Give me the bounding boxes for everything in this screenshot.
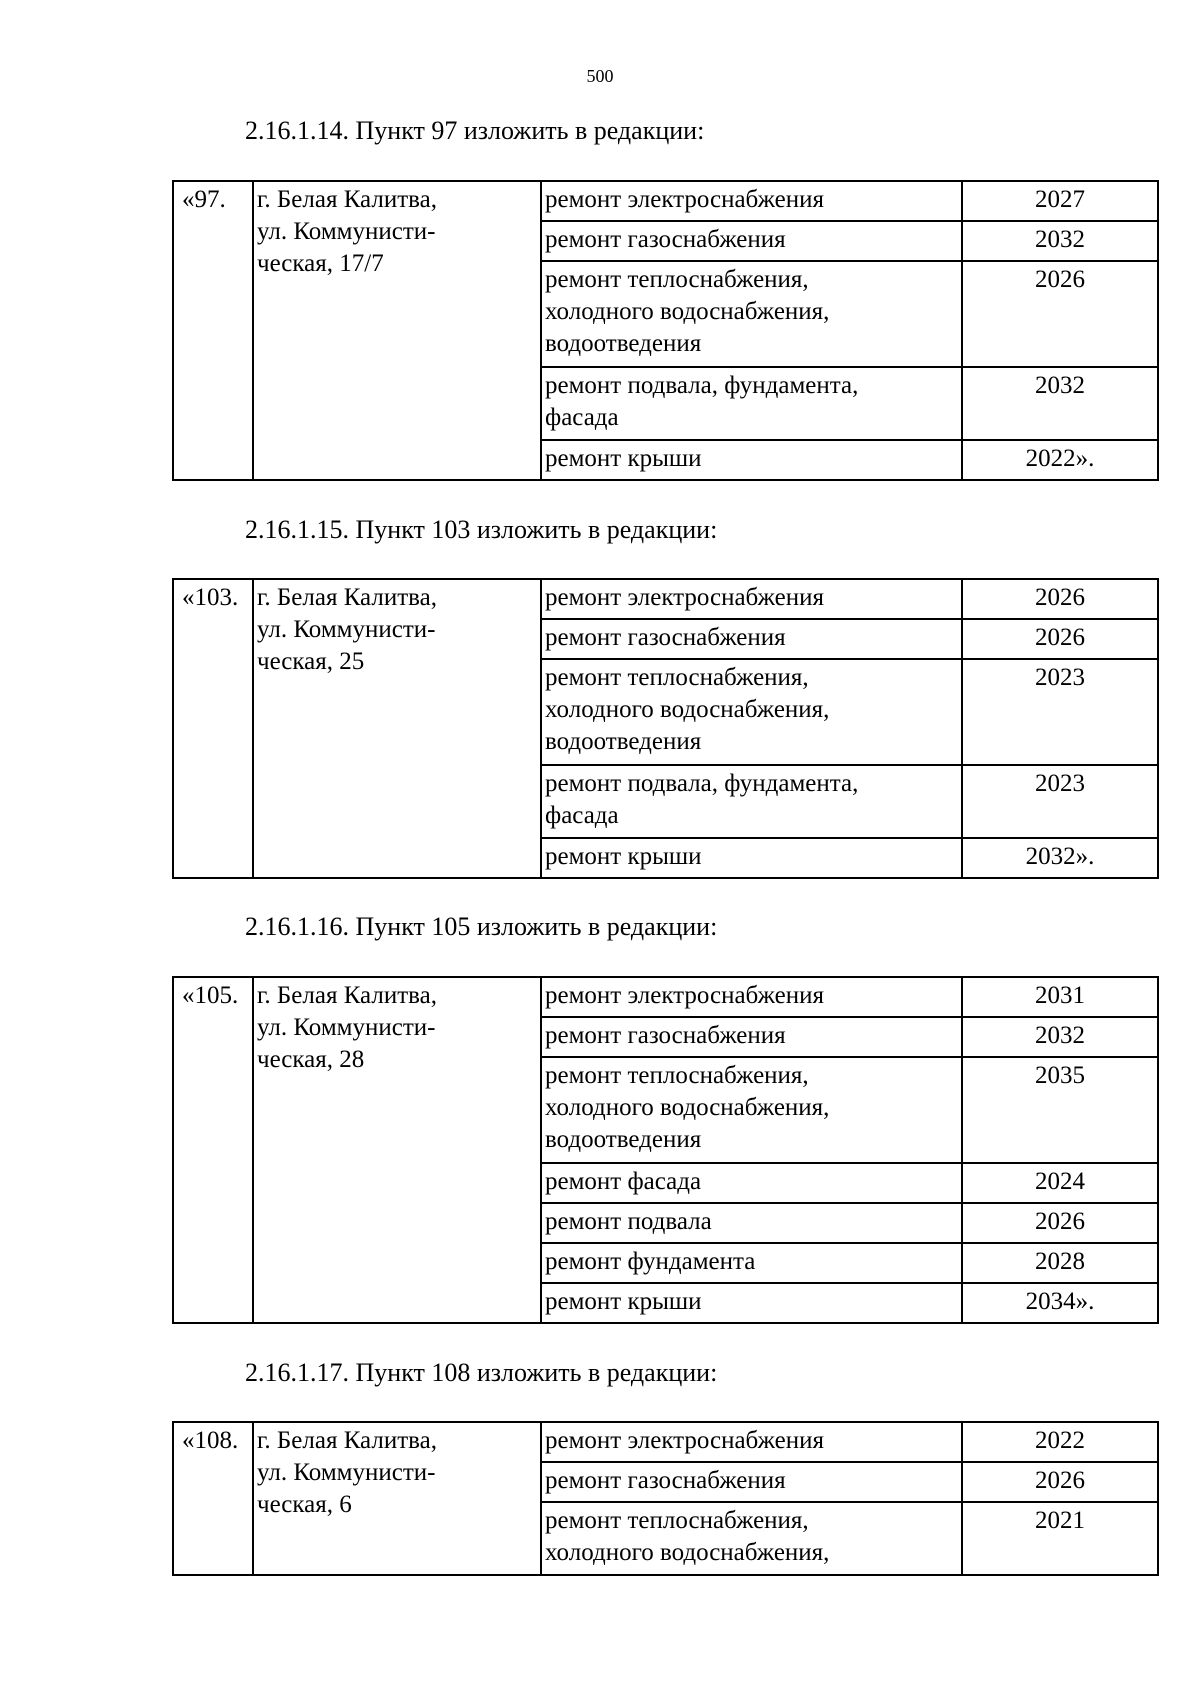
item-table-105	[172, 976, 1159, 1324]
work-type-cell	[541, 579, 962, 619]
work-line: ремонт электроснабжения	[545, 1427, 824, 1454]
address-line: г. Белая Калитва,	[257, 584, 437, 611]
work-line: ремонт газоснабжения	[545, 1467, 786, 1494]
item-table-108	[172, 1421, 1159, 1576]
address-line: ческая, 25	[257, 648, 365, 675]
work-line: ремонт теплоснабжения,	[545, 1507, 809, 1534]
year-cell: 2026	[962, 579, 1158, 619]
work-type-cell	[541, 181, 962, 221]
work-type-cell	[541, 765, 962, 838]
work-type-cell	[541, 1057, 962, 1163]
work-type-cell	[541, 977, 962, 1017]
item-table-97	[172, 180, 1159, 481]
work-line: ремонт подвала	[545, 1208, 712, 1235]
item-number: «97.	[173, 181, 253, 480]
address-line: ул. Коммунисти-	[257, 218, 436, 245]
work-line: ремонт теплоснабжения,	[545, 1062, 809, 1089]
work-type-cell	[541, 440, 962, 480]
address-cell	[253, 1422, 541, 1575]
item-table-103	[172, 578, 1159, 879]
year-cell: 2023	[962, 765, 1158, 838]
work-type-cell	[541, 659, 962, 765]
address-line: г. Белая Калитва,	[257, 1427, 437, 1454]
work-line: ремонт крыши	[545, 445, 702, 472]
work-line: холодного водоснабжения,	[545, 1094, 830, 1121]
address-line: г. Белая Калитва,	[257, 186, 437, 213]
section-heading: 2.16.1.15. Пункт 103 изложить в редакции:	[245, 515, 718, 544]
work-line: холодного водоснабжения,	[545, 696, 830, 723]
work-type-cell	[541, 1203, 962, 1243]
work-line: ремонт фасада	[545, 1168, 702, 1195]
work-line: фасада	[545, 802, 619, 829]
work-type-cell	[541, 1163, 962, 1203]
year-cell: 2026	[962, 1462, 1158, 1502]
address-line: ческая, 17/7	[257, 250, 384, 277]
year-cell: 2028	[962, 1243, 1158, 1283]
work-line: водоотведения	[545, 1126, 702, 1153]
work-line: фасада	[545, 404, 619, 431]
year-cell: 2031	[962, 977, 1158, 1017]
year-cell: 2021	[962, 1502, 1158, 1575]
year-cell: 2032	[962, 1017, 1158, 1057]
address-cell	[253, 181, 541, 480]
page-number: 500	[586, 66, 614, 86]
work-type-cell	[541, 619, 962, 659]
work-line: ремонт фундамента	[545, 1248, 756, 1275]
work-line: водоотведения	[545, 330, 702, 357]
year-cell: 2032».	[962, 838, 1158, 878]
work-type-cell	[541, 1462, 962, 1502]
item-number: «108.	[173, 1422, 253, 1575]
address-line: ул. Коммунисти-	[257, 1014, 436, 1041]
work-line: ремонт электроснабжения	[545, 982, 824, 1009]
work-line: ремонт газоснабжения	[545, 624, 786, 651]
year-cell: 2032	[962, 221, 1158, 261]
work-type-cell	[541, 1243, 962, 1283]
address-line: ул. Коммунисти-	[257, 616, 436, 643]
work-line: ремонт теплоснабжения,	[545, 266, 809, 293]
work-line: ремонт электроснабжения	[545, 186, 824, 213]
work-type-cell	[541, 1017, 962, 1057]
year-cell: 2024	[962, 1163, 1158, 1203]
address-line: ческая, 28	[257, 1046, 365, 1073]
address-line: ул. Коммунисти-	[257, 1459, 436, 1486]
year-cell: 2035	[962, 1057, 1158, 1163]
work-line: ремонт подвала, фундамента,	[545, 372, 859, 399]
address-cell	[253, 579, 541, 878]
section-heading: 2.16.1.14. Пункт 97 изложить в редакции:	[245, 116, 705, 145]
work-line: водоотведения	[545, 728, 702, 755]
work-line: ремонт теплоснабжения,	[545, 664, 809, 691]
work-line: ремонт газоснабжения	[545, 226, 786, 253]
address-line: г. Белая Калитва,	[257, 982, 437, 1009]
work-type-cell	[541, 221, 962, 261]
work-type-cell	[541, 1283, 962, 1323]
year-cell: 2026	[962, 261, 1158, 367]
year-cell: 2027	[962, 181, 1158, 221]
year-cell: 2026	[962, 1203, 1158, 1243]
work-line: ремонт крыши	[545, 1288, 702, 1315]
year-cell: 2034».	[962, 1283, 1158, 1323]
address-line: ческая, 6	[257, 1491, 352, 1518]
work-type-cell	[541, 1502, 962, 1575]
work-line: ремонт электроснабжения	[545, 584, 824, 611]
year-cell: 2023	[962, 659, 1158, 765]
work-line: ремонт крыши	[545, 843, 702, 870]
work-line: ремонт подвала, фундамента,	[545, 770, 859, 797]
section-heading: 2.16.1.17. Пункт 108 изложить в редакции:	[245, 1358, 718, 1387]
work-type-cell	[541, 838, 962, 878]
address-cell	[253, 977, 541, 1323]
item-number: «103.	[173, 579, 253, 878]
work-type-cell	[541, 261, 962, 367]
year-cell: 2026	[962, 619, 1158, 659]
work-line: холодного водоснабжения,	[545, 1539, 830, 1566]
year-cell: 2032	[962, 367, 1158, 440]
section-heading: 2.16.1.16. Пункт 105 изложить в редакции:	[245, 912, 718, 941]
work-line: холодного водоснабжения,	[545, 298, 830, 325]
work-line: ремонт газоснабжения	[545, 1022, 786, 1049]
year-cell: 2022	[962, 1422, 1158, 1462]
item-number: «105.	[173, 977, 253, 1323]
work-type-cell	[541, 367, 962, 440]
year-cell: 2022».	[962, 440, 1158, 480]
work-type-cell	[541, 1422, 962, 1462]
